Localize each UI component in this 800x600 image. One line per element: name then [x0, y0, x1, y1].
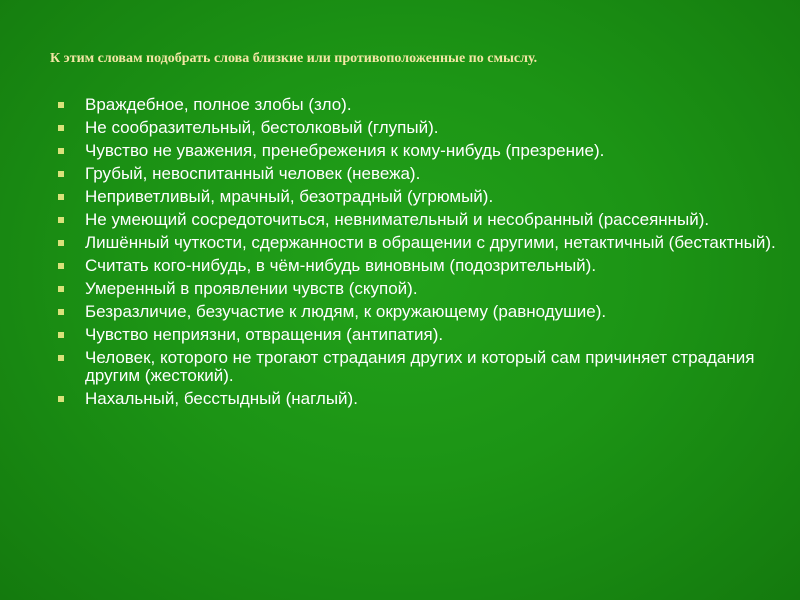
list-item — [57, 142, 777, 160]
list-item — [57, 119, 777, 137]
list-item — [57, 349, 777, 385]
square-bullet-icon — [58, 102, 64, 108]
square-bullet-icon — [58, 396, 64, 402]
list-item — [57, 326, 777, 344]
list-item — [57, 257, 777, 275]
square-bullet-icon — [58, 332, 64, 338]
list-item-text: Нахальный, бесстыдный (наглый). — [85, 389, 358, 408]
list-item-text: Умеренный в проявлении чувств (скупой). — [85, 279, 418, 298]
square-bullet-icon — [58, 217, 64, 223]
square-bullet-icon — [58, 240, 64, 246]
list-item — [57, 303, 777, 321]
list-item — [57, 96, 777, 114]
list-item-text: Грубый, невоспитанный человек (невежа). — [85, 164, 421, 183]
slide-title: К этим словам подобрать слова близкие или противоположенные по смыслу. — [50, 51, 538, 66]
list-item — [57, 280, 777, 298]
square-bullet-icon — [58, 263, 64, 269]
list-item — [57, 188, 777, 206]
list-item-text: Чувство не уважения, пренебрежения к кому-нибудь (презрение). — [85, 141, 605, 160]
list-item-text: Безразличие, безучастие к людям, к окружающему (равнодушие). — [85, 302, 607, 321]
list-item-text: Чувство неприязни, отвращения (антипатия). — [85, 325, 444, 344]
square-bullet-icon — [58, 309, 64, 315]
square-bullet-icon — [58, 194, 64, 200]
list-item-text: Не умеющий сосредоточиться, невнимательный и несобранный (рассеянный). — [85, 210, 710, 229]
list-item — [57, 234, 777, 252]
list-item — [57, 390, 777, 408]
list-item — [57, 211, 777, 229]
list-item-text: Лишённый чуткости, сдержанности в обращении с другими, нетактичный (бестактный). — [85, 233, 776, 252]
list-item-text: Неприветливый, мрачный, безотрадный (угрюмый). — [85, 187, 494, 206]
list-item-text: Не сообразительный, бестолковый (глупый). — [85, 118, 439, 137]
list-item — [57, 165, 777, 183]
bullet-list — [57, 96, 777, 413]
list-item-text: Враждебное, полное злобы (зло). — [85, 95, 352, 114]
square-bullet-icon — [58, 125, 64, 131]
square-bullet-icon — [58, 171, 64, 177]
list-item-text: Считать кого-нибудь, в чём-нибудь виновным (подозрительный). — [85, 256, 597, 275]
square-bullet-icon — [58, 148, 64, 154]
list-item-text: Человек, которого не трогают страдания других и который сам причиняет страдания другим (жестокий). — [85, 348, 755, 385]
square-bullet-icon — [58, 355, 64, 361]
square-bullet-icon — [58, 286, 64, 292]
